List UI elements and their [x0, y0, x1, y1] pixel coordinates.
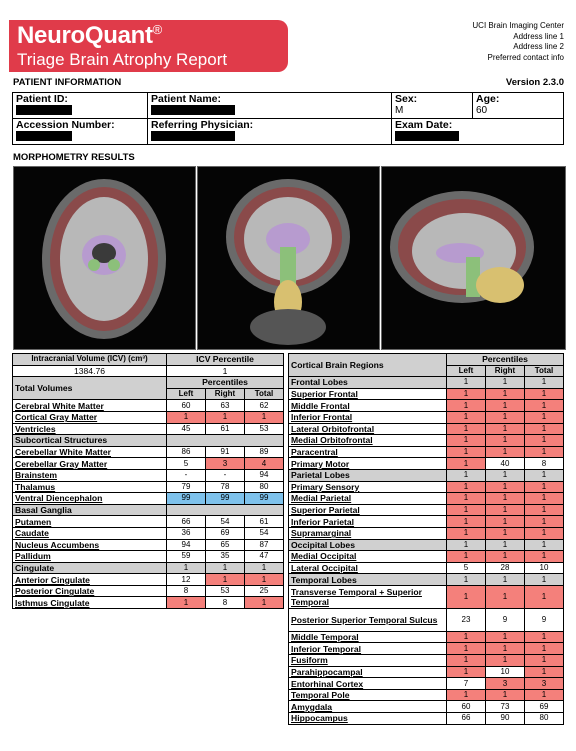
right-percentile: 1: [206, 574, 245, 586]
volume-row: [13, 562, 284, 574]
subcortical-volumes-table: Intracranial Volume (ICV) (cm³) ICV Percentile 1384.76 1 Total Volumes Percentiles Left Right Total Cerebral White Matter 60 63 62 Cortical Gray Matter 1 1 1 Ventricles 45 61 53 Subcortical Structures Cerebellar White Matter 86 91 89 Cerebellar Gray Matter 5 3 4 Brainstem - - 94 Thalamus 79 78 80 Ventral Diencephalon 99 99 99 Basal Ganglia Putamen 66 54 61 Caudate 36 69 54 Nucleus Accumbens 94 65 87 Pallidum 59 35 47 Cingulate 1 1 1 Anterior Cingulate 12 1 1 Posterior Cingulate 8 53 25 Isthmus Cingulate 1 8 1: [12, 353, 284, 609]
region-name: Cerebellar Gray Matter: [13, 458, 167, 470]
total-percentile: 54: [245, 527, 284, 539]
left-percentile: 1: [447, 481, 486, 493]
right-percentile: 54: [206, 516, 245, 528]
left-percentile: 1: [447, 527, 486, 539]
right-percentile: 1: [486, 446, 525, 458]
icv-value: 1384.76: [13, 365, 167, 377]
region-name: Temporal Pole: [289, 689, 447, 701]
total-percentile: 9: [525, 608, 564, 631]
right-percentile: 1: [486, 551, 525, 563]
left-percentile: 23: [447, 608, 486, 631]
right-percentile: 91: [206, 446, 245, 458]
right-percentile: 73: [486, 701, 525, 713]
right-percentile: 1: [486, 516, 525, 528]
right-percentile: 3: [206, 458, 245, 470]
region-name: Isthmus Cingulate: [13, 597, 167, 609]
total-percentile: 1: [525, 504, 564, 516]
volume-row: [13, 597, 284, 609]
left-percentile: 1: [447, 493, 486, 505]
total-percentile: 99: [245, 493, 284, 505]
region-name: Brainstem: [13, 469, 167, 481]
left-percentile: 36: [167, 527, 206, 539]
total-percentile: 1: [525, 516, 564, 528]
right-percentile: 10: [486, 666, 525, 678]
right-percentile: 1: [486, 527, 525, 539]
volume-row: [13, 411, 284, 423]
region-name: Supramarginal: [289, 527, 447, 539]
right-percentile: 9: [486, 608, 525, 631]
left-percentile: 1: [447, 469, 486, 481]
left-percentile: 1: [447, 388, 486, 400]
region-name: Posterior Cingulate: [13, 585, 167, 597]
volume-row: [13, 585, 284, 597]
right-percentile: 1: [486, 689, 525, 701]
left-percentile: 1: [447, 551, 486, 563]
volume-row: [13, 400, 284, 412]
region-name: Cingulate: [13, 562, 167, 574]
region-name: Transverse Temporal + Superior Temporal: [289, 585, 447, 608]
cortical-row: [289, 423, 564, 435]
total-percentile: 1: [525, 585, 564, 608]
left-percentile: 60: [167, 400, 206, 412]
right-percentile: 1: [486, 481, 525, 493]
total-percentile: 1: [525, 631, 564, 643]
total-percentile: 10: [525, 562, 564, 574]
total-percentile: 1: [245, 411, 284, 423]
region-name: Nucleus Accumbens: [13, 539, 167, 551]
right-percentile: 1: [486, 400, 525, 412]
left-percentile: 7: [447, 678, 486, 690]
region-name: Entorhinal Cortex: [289, 678, 447, 690]
total-percentile: 1: [525, 400, 564, 412]
left-percentile: 1: [447, 504, 486, 516]
region-name: Caudate: [13, 527, 167, 539]
total-percentile: 1: [525, 388, 564, 400]
right-percentile: 28: [486, 562, 525, 574]
cortical-row: [289, 481, 564, 493]
icv-header: Intracranial Volume (ICV) (cm³): [13, 354, 167, 366]
contact-block: UCI Brain Imaging Center Address line 1 Address line 2 Preferred contact info: [472, 21, 564, 62]
total-percentile: 53: [245, 423, 284, 435]
left-percentile: 1: [447, 423, 486, 435]
cortical-row: [289, 689, 564, 701]
right-percentile: 99: [206, 493, 245, 505]
total-percentile: 94: [245, 469, 284, 481]
mri-coronal-image: [197, 166, 380, 350]
cortical-row: [289, 446, 564, 458]
left-percentile: 1: [447, 585, 486, 608]
left-percentile: 1: [447, 655, 486, 667]
region-name: Lateral Occipital: [289, 562, 447, 574]
volume-row: [13, 516, 284, 528]
volume-row: [13, 481, 284, 493]
cortical-row: [289, 643, 564, 655]
total-percentile: 1: [525, 435, 564, 447]
right-percentile: 1: [486, 631, 525, 643]
region-name: Temporal Lobes: [289, 574, 447, 586]
cortical-row: [289, 388, 564, 400]
right-percentile: 1: [486, 643, 525, 655]
cortical-row: [289, 631, 564, 643]
right-percentile: 63: [206, 400, 245, 412]
cortical-row: [289, 527, 564, 539]
volume-row: [13, 493, 284, 505]
region-name: Middle Temporal: [289, 631, 447, 643]
total-percentile: 1: [525, 655, 564, 667]
right-percentile: 1: [486, 574, 525, 586]
mri-sagittal-image: [381, 166, 566, 350]
right-percentile: 1: [486, 435, 525, 447]
region-name: Ventricles: [13, 423, 167, 435]
left-percentile: 5: [167, 458, 206, 470]
volume-row: [13, 458, 284, 470]
mri-axial-image: [13, 166, 196, 350]
region-name: Parahippocampal: [289, 666, 447, 678]
left-percentile: 1: [447, 516, 486, 528]
region-name: Amygdala: [289, 701, 447, 713]
total-percentile: 3: [525, 678, 564, 690]
right-percentile: 1: [486, 585, 525, 608]
region-name: Medial Occipital: [289, 551, 447, 563]
patient-section-title: PATIENT INFORMATION: [13, 77, 122, 88]
total-percentile: 1: [245, 574, 284, 586]
volume-row: [13, 539, 284, 551]
region-name: Inferior Temporal: [289, 643, 447, 655]
left-percentile: 1: [447, 631, 486, 643]
cortical-row: [289, 551, 564, 563]
total-percentile: 1: [525, 574, 564, 586]
cortical-row: [289, 678, 564, 690]
right-percentile: 53: [206, 585, 245, 597]
left-percentile: 1: [447, 574, 486, 586]
volume-row: [13, 446, 284, 458]
region-name: Cerebral White Matter: [13, 400, 167, 412]
volume-row: [13, 423, 284, 435]
left-percentile: 1: [447, 377, 486, 389]
total-percentile: 61: [245, 516, 284, 528]
cortical-row: [289, 377, 564, 389]
brand-title: NeuroQuant®: [17, 22, 162, 49]
icv-percentile-header: ICV Percentile: [167, 354, 284, 366]
right-percentile: -: [206, 469, 245, 481]
left-percentile: 1: [447, 411, 486, 423]
region-name: Inferior Parietal: [289, 516, 447, 528]
version-label: Version 2.3.0: [505, 77, 564, 88]
total-percentile: 1: [245, 597, 284, 609]
redacted-patient-id: [16, 105, 72, 115]
cortical-row: [289, 458, 564, 470]
total-percentile: 8: [525, 458, 564, 470]
region-name: Thalamus: [13, 481, 167, 493]
left-percentile: 94: [167, 539, 206, 551]
left-percentile: 8: [167, 585, 206, 597]
left-percentile: 12: [167, 574, 206, 586]
total-percentile: 1: [525, 377, 564, 389]
total-percentile: 1: [525, 423, 564, 435]
region-name: Posterior Superior Temporal Sulcus: [289, 608, 447, 631]
right-percentile: 1: [486, 493, 525, 505]
region-name: Inferior Frontal: [289, 411, 447, 423]
region-name: Parietal Lobes: [289, 469, 447, 481]
cortical-row: [289, 585, 564, 608]
total-percentile: 80: [525, 713, 564, 725]
region-name: Basal Ganglia: [13, 504, 167, 516]
right-percentile: 1: [206, 562, 245, 574]
cortical-row: [289, 411, 564, 423]
redacted-patient-name: [151, 105, 235, 115]
left-percentile: 66: [167, 516, 206, 528]
cortical-row: [289, 666, 564, 678]
total-percentile: 1: [525, 527, 564, 539]
volume-row: [13, 504, 284, 516]
total-percentile: 69: [525, 701, 564, 713]
left-percentile: 1: [167, 411, 206, 423]
region-name: Primary Sensory: [289, 481, 447, 493]
total-percentile: 1: [245, 562, 284, 574]
right-percentile: 1: [486, 469, 525, 481]
left-percentile: 45: [167, 423, 206, 435]
region-name: Medial Parietal: [289, 493, 447, 505]
total-percentile: 1: [525, 666, 564, 678]
total-percentile: 1: [525, 689, 564, 701]
region-name: Putamen: [13, 516, 167, 528]
total-percentile: 1: [525, 411, 564, 423]
region-name: Lateral Orbitofrontal: [289, 423, 447, 435]
left-percentile: 1: [447, 539, 486, 551]
redacted-exam-date: [395, 131, 459, 141]
right-percentile: 3: [486, 678, 525, 690]
right-percentile: 1: [486, 388, 525, 400]
volume-row: [13, 435, 284, 447]
right-percentile: 1: [486, 504, 525, 516]
total-percentile: 1: [525, 469, 564, 481]
region-name: Cortical Gray Matter: [13, 411, 167, 423]
right-percentile: 78: [206, 481, 245, 493]
volume-row: [13, 574, 284, 586]
total-percentile: 25: [245, 585, 284, 597]
total-percentile: 47: [245, 551, 284, 563]
total-percentile: 89: [245, 446, 284, 458]
total-percentile: 1: [525, 643, 564, 655]
right-percentile: 69: [206, 527, 245, 539]
region-name: Cerebellar White Matter: [13, 446, 167, 458]
cortical-row: [289, 516, 564, 528]
region-name: Occipital Lobes: [289, 539, 447, 551]
right-percentile: 8: [206, 597, 245, 609]
right-percentile: 1: [486, 655, 525, 667]
cortical-row: [289, 713, 564, 725]
left-percentile: 1: [447, 666, 486, 678]
total-percentile: 80: [245, 481, 284, 493]
left-percentile: 1: [447, 689, 486, 701]
report-subtitle: Triage Brain Atrophy Report: [17, 50, 228, 69]
redacted-physician: [151, 131, 235, 141]
icv-percentile-value: 1: [167, 365, 284, 377]
region-name: Ventral Diencephalon: [13, 493, 167, 505]
region-name: Frontal Lobes: [289, 377, 447, 389]
cortical-row: [289, 435, 564, 447]
left-percentile: 60: [447, 701, 486, 713]
cortical-row: [289, 493, 564, 505]
region-name: Superior Frontal: [289, 388, 447, 400]
right-percentile: 1: [486, 411, 525, 423]
right-percentile: 61: [206, 423, 245, 435]
total-percentile: 62: [245, 400, 284, 412]
region-name: Primary Motor: [289, 458, 447, 470]
total-percentile: 4: [245, 458, 284, 470]
volume-row: [13, 469, 284, 481]
report-banner: [9, 20, 288, 72]
total-percentile: 1: [525, 539, 564, 551]
left-percentile: 1: [447, 446, 486, 458]
right-percentile: 1: [486, 377, 525, 389]
left-percentile: 5: [447, 562, 486, 574]
left-percentile: 1: [447, 458, 486, 470]
cortical-row: [289, 701, 564, 713]
total-percentile: 1: [525, 551, 564, 563]
cortical-row: [289, 469, 564, 481]
right-percentile: 90: [486, 713, 525, 725]
total-percentile: 87: [245, 539, 284, 551]
left-percentile: 79: [167, 481, 206, 493]
patient-info-table: Patient ID: Patient Name: Sex: M Age: 60 Accession Number: Referring Physician: Exam Date:: [12, 92, 564, 145]
volume-row: [13, 527, 284, 539]
total-percentile: 1: [525, 446, 564, 458]
left-percentile: 1: [447, 435, 486, 447]
right-percentile: 40: [486, 458, 525, 470]
right-percentile: 1: [206, 411, 245, 423]
left-percentile: 99: [167, 493, 206, 505]
region-name: Medial Orbitofrontal: [289, 435, 447, 447]
region-name: Middle Frontal: [289, 400, 447, 412]
volume-row: [13, 551, 284, 563]
left-percentile: 1: [447, 643, 486, 655]
total-percentile: 1: [525, 481, 564, 493]
region-name: Fusiform: [289, 655, 447, 667]
cortical-regions-table: Cortical Brain Regions Percentiles Left Right Total Frontal Lobes 1 1 1 Superior Frontal 1 1 1 Middle Frontal 1 1 1 Inferior Frontal 1 1 1 Lateral Orbitofrontal 1 1 1 Medial Orbitofrontal 1 1 1 Paracentral 1 1 1 Primary Motor 1 40 8 Parietal Lobes 1 1 1 Primary Sensory 1 1 1 Medial Parietal 1 1 1 Superior Parietal 1 1 1 Inferior Parietal 1 1 1 Supramarginal 1 1 1 Occipital Lobes 1 1 1 Medial Occipital 1 1 1 Lateral Occipital 5 28 10 Temporal Lobes 1 1 1 Transverse Temporal + Superior Temporal 1 1 1 Posterior Superior Temporal Sulcus 23 9 9 Middle Temporal 1 1 1 Inferior Temporal 1 1 1 Fusiform 1 1 1 Parahippocampal 1 10 1 Entorhinal Cortex 7 3 3 Temporal Pole 1 1 1 Amygdala 60 73 69 Hippocampus 66 90 80: [288, 353, 564, 725]
cortical-row: [289, 562, 564, 574]
right-percentile: 1: [486, 539, 525, 551]
right-percentile: 35: [206, 551, 245, 563]
left-percentile: 66: [447, 713, 486, 725]
left-percentile: 86: [167, 446, 206, 458]
region-name: Anterior Cingulate: [13, 574, 167, 586]
total-percentile: 1: [525, 493, 564, 505]
right-percentile: 1: [486, 423, 525, 435]
left-percentile: -: [167, 469, 206, 481]
cortical-row: [289, 400, 564, 412]
left-percentile: 59: [167, 551, 206, 563]
left-percentile: 1: [167, 562, 206, 574]
redacted-accession: [16, 131, 72, 141]
cortical-row: [289, 539, 564, 551]
cortical-row: [289, 655, 564, 667]
cortical-row: [289, 504, 564, 516]
right-percentile: 65: [206, 539, 245, 551]
region-name: Subcortical Structures: [13, 435, 167, 447]
morphometry-section-title: MORPHOMETRY RESULTS: [13, 152, 135, 163]
cortical-row: [289, 608, 564, 631]
region-name: Superior Parietal: [289, 504, 447, 516]
left-percentile: 1: [167, 597, 206, 609]
region-name: Hippocampus: [289, 713, 447, 725]
left-percentile: 1: [447, 400, 486, 412]
cortical-row: [289, 574, 564, 586]
region-name: Paracentral: [289, 446, 447, 458]
region-name: Pallidum: [13, 551, 167, 563]
